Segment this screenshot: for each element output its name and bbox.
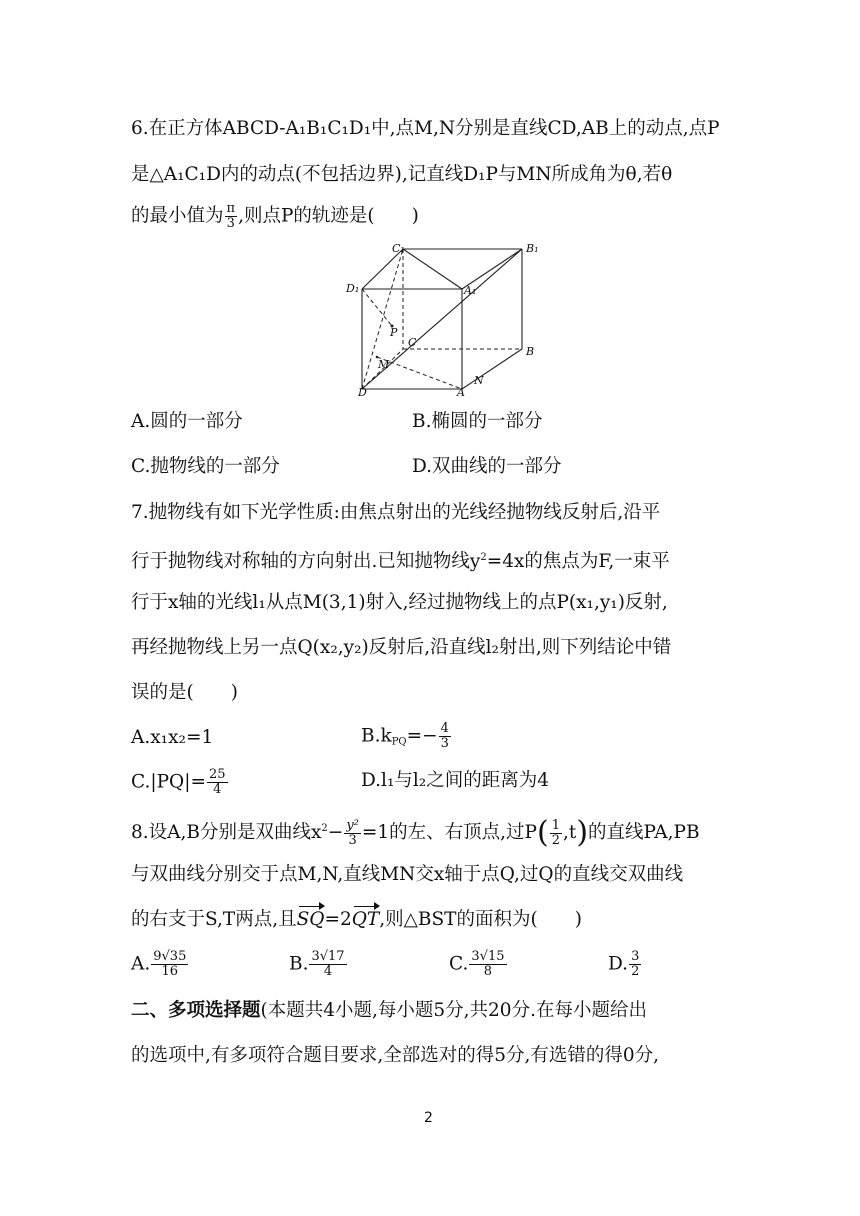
label-m: M <box>378 358 390 371</box>
label-a: A <box>457 386 465 398</box>
label-c1: C₁ <box>392 242 405 255</box>
q7-line2: 行于抛物线对称轴的方向射出.已知抛物线$y^2=4x$的焦点为F,一束平 <box>131 551 670 572</box>
page-number: 2 <box>424 1110 433 1126</box>
q7-option-a: A.x₁x₂=1 <box>131 727 214 748</box>
q6-option-a: A.圆的一部分 <box>131 411 243 432</box>
q7-line4: 再经抛物线上另一点Q(x₂,y₂)反射后,沿直线l₂射出,则下列结论中错 <box>131 637 672 658</box>
q7-option-d: D.l₁与l₂之间的距离为4 <box>361 770 549 791</box>
section2-line1: 二、多项选择题(本题共4小题,每小题5分,共20分.在每小题给出 <box>131 1000 647 1021</box>
q7-line3: 行于x轴的光线l₁从点M(3,1)射入,经过抛物线上的点P(x₁,y₁)反射, <box>131 592 668 613</box>
q7-line1: 7.抛物线有如下光学性质:由焦点射出的光线经抛物线反射后,沿平 <box>131 502 661 523</box>
label-d1: D₁ <box>346 282 360 295</box>
section2-line2: 的选项中,有多项符合题目要求,全部选对的得5分,有选错的得0分, <box>131 1045 660 1066</box>
q6-option-d: D.双曲线的一部分 <box>412 456 562 477</box>
label-d: D <box>358 386 367 398</box>
q8-option-c: C. $\frac{3√15}{8}$ <box>449 949 505 979</box>
q6-line3 <box>131 202 419 231</box>
q8-line3: 的右支于S,T两点,且SQ=2QT,则△BST的面积为( ) <box>131 907 582 933</box>
label-c: C <box>408 336 417 349</box>
q7-line5: 误的是( ) <box>131 682 238 703</box>
label-a1: A₁ <box>464 284 477 297</box>
q6-line3-pre: 的最小值为 <box>131 205 224 227</box>
vector-sq: SQ <box>297 907 325 933</box>
label-b: B <box>526 345 535 358</box>
label-p: P <box>390 326 398 339</box>
q8-line1: 8.设A,B分别是双曲线$x^2-$ $\frac{\text{y²}}{3}$ =1的左、右顶点,过P( $\frac{1}{2}$ ,t)的直线PA,PB <box>131 815 700 850</box>
q6-option-c: C.抛物线的一部分 <box>131 456 280 477</box>
q8-option-d: D. $\frac{3}{2}$ <box>608 949 640 979</box>
q6-line2: 是△A₁C₁D内的动点(不包括边界),记直线D₁P与MN所成角为θ,若θ <box>131 164 673 185</box>
q6-option-b: B.椭圆的一部分 <box>412 411 543 432</box>
label-n: N <box>474 374 484 387</box>
vector-qt: QT <box>352 907 380 933</box>
pi-over-3-fraction: $\frac{\pi}{3}$ <box>226 201 236 231</box>
q7-option-b: $B.k_{PQ}=-$ $\frac{4}{3}$ <box>361 721 449 751</box>
q6-line1: 6.在正方体ABCD-A₁B₁C₁D₁中,点M,N分别是直线CD,AB上的动点,点P <box>131 118 720 139</box>
q8-line2: 与双曲线分别交于点M,N,直线MN交x轴于点Q,过Q的直线交双曲线 <box>131 864 684 885</box>
q7-option-c: C.|PQ|= $\frac{25}{4}$ <box>131 767 226 797</box>
q8-option-a: A. $\frac{9√35}{16}$ <box>131 949 187 979</box>
label-b1: B₁ <box>526 242 539 255</box>
q6-line3-post: ,则点P的轨迹是( ) <box>238 205 419 227</box>
section2-title: 二、多项选择题 <box>131 1000 261 1021</box>
cube-figure <box>340 238 540 398</box>
q8-option-b: B. $\frac{3√17}{4}$ <box>289 949 345 979</box>
